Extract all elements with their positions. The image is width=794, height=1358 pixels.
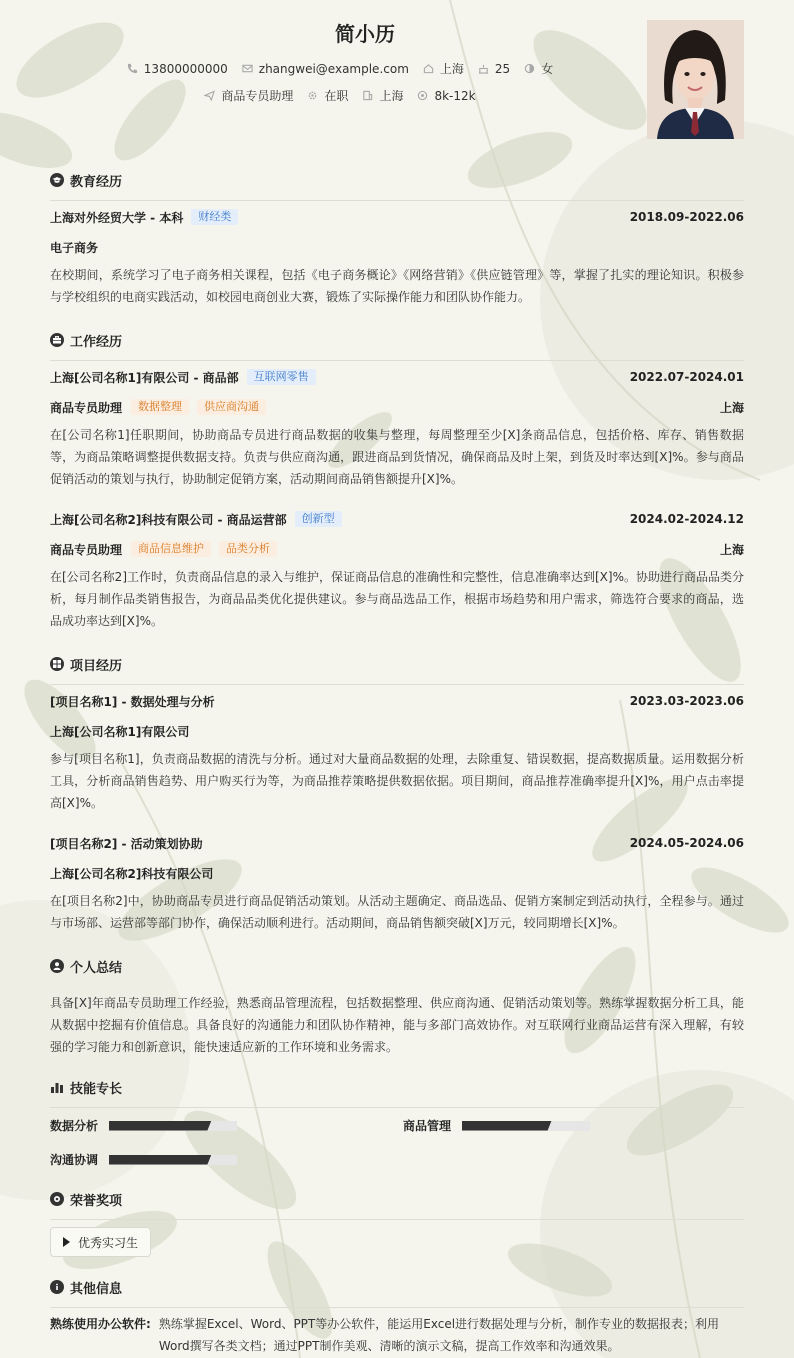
awards-section	[50, 1189, 744, 1220]
company-name: 上海[公司名称2]科技有限公司 - 商品运营部	[50, 512, 287, 527]
candidate-name: 简小历	[335, 22, 395, 46]
education-entry	[50, 209, 744, 308]
skill-tag: 供应商沟通	[197, 399, 266, 415]
skill-name: 商品管理	[403, 1119, 452, 1133]
bar-chart-icon	[50, 1080, 64, 1094]
section-divider	[50, 1219, 744, 1220]
section-divider	[50, 200, 744, 201]
work-date: 2024.02-2024.12	[629, 512, 744, 526]
work-entry	[50, 369, 744, 490]
skill-bar-fill	[109, 1155, 211, 1165]
info-icon	[50, 1280, 64, 1294]
skills-section	[50, 1077, 744, 1108]
other-item	[50, 1313, 744, 1357]
skill-tag: 商品信息维护	[131, 541, 211, 557]
education-heading	[50, 170, 744, 190]
briefcase-icon	[50, 333, 64, 347]
work-section	[50, 330, 744, 361]
work-date: 2022.07-2024.01	[629, 370, 744, 384]
email-item	[242, 62, 409, 76]
company-tag: 互联网零售	[247, 369, 316, 385]
summary-text: 具备[X]年商品专员助理工作经验，熟悉商品管理流程，包括数据整理、供应商沟通、促销活动策划等。熟练掌握数据分析工具，能从数据中挖掘有价值信息。具备良好的沟通能力和团队协作精神，能与多部门高效协作。对互联网行业商品运营有深入理解，有较强的学习能力和创新意识，能快速适应新的工作环境和业务需求。	[50, 996, 744, 1054]
skill-bar	[109, 1121, 237, 1131]
job-text: 商品专员助理	[221, 89, 294, 103]
cake-icon	[478, 63, 489, 74]
work-city-text: 上海	[379, 89, 404, 103]
work-city: 上海	[719, 400, 744, 415]
summary-title: 个人总结	[70, 960, 123, 976]
skill-name: 沟通协调	[50, 1153, 99, 1167]
project-description: 参与[项目名称1]，负责商品数据的清洗与分析。通过对大量商品数据的处理，去除重复、错误数据，提高数据质量。运用数据分析工具，分析商品销售趋势、用户购买行为等，为商品推荐策略提供数据依据。项目期间，商品推荐准确率提升[X]%，用户点击率提高[X]%。	[50, 752, 744, 810]
section-divider	[50, 1107, 744, 1108]
role-name: 商品专员助理	[50, 542, 123, 557]
graduation-cap-icon	[50, 173, 64, 187]
skill-bar-fill	[462, 1121, 552, 1131]
project-date: 2024.05-2024.06	[629, 836, 744, 850]
school-name: 上海对外经贸大学 - 本科	[50, 210, 184, 225]
project-description: 在[项目名称2]中，协助商品专员进行商品促销活动策划。从活动主题确定、商品选品、促销方案制定到活动执行，全程参与。通过与市场部、运营部等部门协作，确保活动顺利进行。活动期间，商品销售额突破[X]万元，较同期增长[X]%。	[50, 894, 744, 930]
education-title: 教育经历	[70, 174, 123, 190]
city-item	[423, 60, 464, 77]
skill-bar-fill	[109, 1121, 211, 1131]
skill-tag: 品类分析	[219, 541, 277, 557]
skill-item	[50, 1117, 237, 1134]
coin-icon	[417, 90, 428, 101]
skills-title: 技能专长	[70, 1081, 123, 1097]
contact-row	[0, 60, 680, 77]
work-city-item	[362, 87, 403, 104]
school-tag: 财经类	[191, 209, 238, 225]
awards-heading	[50, 1189, 744, 1209]
intent-row	[0, 87, 680, 104]
summary-section	[50, 956, 744, 1058]
send-icon	[204, 90, 215, 101]
major-name: 电子商务	[50, 240, 99, 255]
user-icon	[50, 959, 64, 973]
skill-name: 数据分析	[50, 1119, 99, 1133]
project-entry	[50, 693, 744, 814]
status-text: 在职	[324, 89, 349, 103]
work-title: 工作经历	[70, 334, 123, 350]
other-heading	[50, 1277, 744, 1297]
gender-text: 女	[541, 62, 554, 76]
project-section	[50, 654, 744, 685]
phone-text: 13800000000	[143, 61, 228, 76]
education-description: 在校期间，系统学习了电子商务相关课程，包括《电子商务概论》《网络营销》《供应链管理》等，掌握了扎实的理论知识。积极参与学校组织的电商实践活动，如校园电商创业大赛，锻炼了实际操作能力和团队协作能力。	[50, 268, 744, 304]
skill-item	[403, 1117, 590, 1134]
building-icon	[362, 90, 373, 101]
company-name: 上海[公司名称1]有限公司 - 商品部	[50, 370, 239, 385]
gender-item	[524, 60, 553, 77]
other-section	[50, 1277, 744, 1308]
job-item	[204, 87, 293, 104]
work-entry	[50, 511, 744, 632]
grid-icon	[50, 657, 64, 671]
awards-title: 荣誉奖项	[70, 1193, 123, 1209]
project-heading	[50, 654, 744, 674]
profile-photo	[647, 20, 744, 139]
work-heading	[50, 330, 744, 350]
project-company: 上海[公司名称1]有限公司	[50, 724, 190, 739]
section-divider	[50, 684, 744, 685]
triangle-right-icon	[63, 1237, 70, 1247]
gear-icon	[307, 90, 318, 101]
salary-text: 8k-12k	[434, 88, 476, 103]
medal-icon	[50, 1192, 64, 1206]
section-divider	[50, 1307, 744, 1308]
status-item	[307, 87, 348, 104]
work-description: 在[公司名称2]工作时，负责商品信息的录入与维护，保证商品信息的准确性和完整性，信息准确率达到[X]%。协助进行商品品类分析，每月制作品类销售报告，为商品品类优化提供建议。参与商品选品工作，根据市场趋势和用户需求，筛选符合要求的商品，选品成功率达到[X]%。	[50, 570, 744, 628]
home-icon	[423, 63, 434, 74]
skills-heading	[50, 1077, 744, 1097]
phone-item	[127, 62, 228, 76]
mail-icon	[242, 63, 253, 74]
company-tag: 创新型	[295, 511, 342, 527]
skill-item	[50, 1151, 237, 1168]
education-date: 2018.09-2022.06	[629, 210, 744, 224]
city-text: 上海	[439, 62, 464, 76]
project-name: [项目名称1] - 数据处理与分析	[50, 694, 215, 709]
award-name: 优秀实习生	[78, 1235, 139, 1250]
project-entry	[50, 835, 744, 934]
project-company: 上海[公司名称2]科技有限公司	[50, 866, 214, 881]
skill-bar	[462, 1121, 590, 1131]
other-title: 其他信息	[70, 1281, 123, 1297]
gender-icon	[524, 63, 535, 74]
project-title: 项目经历	[70, 658, 123, 674]
work-description: 在[公司名称1]任职期间，协助商品专员进行商品数据的收集与整理，每周整理至少[X]条商品信息，包括价格、库存、销售数据等，为商品策略调整提供数据支持。负责与供应商沟通，跟进商品到货情况，确保商品及时上架，到货及时率达到[X]%。参与商品促销活动的策划与执行，协助制定促销方案，活动期间商品销售额提升[X]%。	[50, 428, 744, 486]
education-section	[50, 170, 744, 201]
age-text: 25	[494, 61, 511, 76]
role-name: 商品专员助理	[50, 400, 123, 415]
age-item	[478, 62, 510, 76]
summary-heading	[50, 956, 744, 976]
project-name: [项目名称2] - 活动策划协助	[50, 836, 203, 851]
other-label: 熟练使用办公软件:	[50, 1317, 151, 1331]
work-city: 上海	[719, 542, 744, 557]
other-text: 熟练掌握Excel、Word、PPT等办公软件，能运用Excel进行数据处理与分析，制作专业的数据报表；利用Word撰写各类文档；通过PPT制作美观、清晰的演示文稿，提高工作效率和沟通效果。	[158, 1317, 720, 1353]
email-text: zhangwei@example.com	[258, 61, 409, 76]
award-item	[50, 1227, 151, 1257]
phone-icon	[127, 63, 138, 74]
project-date: 2023.03-2023.06	[629, 694, 744, 708]
salary-item	[417, 89, 475, 103]
skill-bar	[109, 1155, 237, 1165]
skill-tag: 数据整理	[131, 399, 189, 415]
section-divider	[50, 360, 744, 361]
